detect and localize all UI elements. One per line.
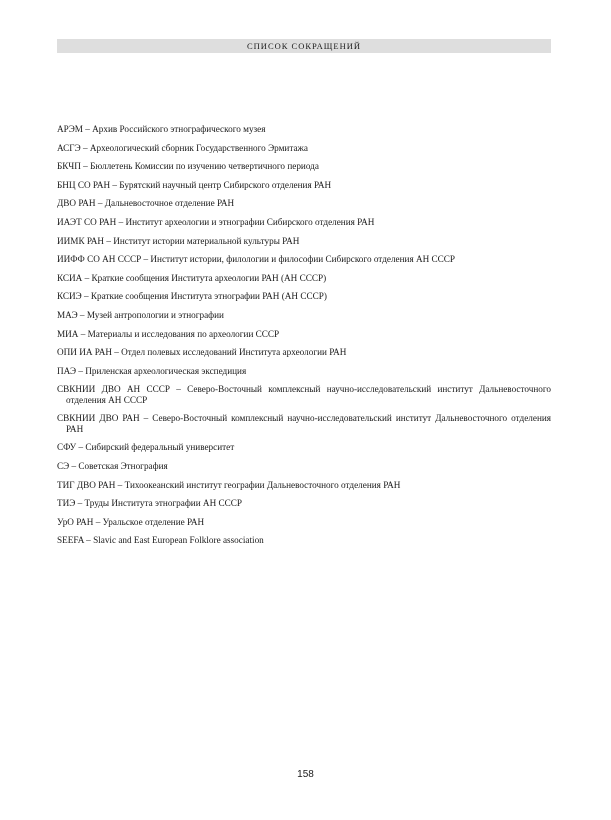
list-item: ИИМК РАН – Институт истории материальной культуры РАН (57, 235, 300, 246)
list-item: СФУ – Сибирский федеральный университет (57, 442, 235, 453)
list-item: ТИЭ – Труды Института этнографии АН СССР (57, 498, 242, 509)
section-header-bar (57, 39, 551, 53)
page-number: 158 (297, 769, 314, 780)
list-item: SEEFA – Slavic and East European Folklore association (57, 535, 264, 546)
list-item: МИА – Материалы и исследования по археологии СССР (57, 328, 280, 339)
list-item: СВКНИИ ДВО АН СССР – Северо-Восточный комплексный научно-исследовательский институт Дальневосточного отделения АН СССР (57, 384, 551, 405)
list-item: АРЭМ – Архив Российского этнографического музея (57, 124, 266, 134)
abbreviation-list (57, 124, 551, 554)
list-item: КСИА – Краткие сообщения Института археологии РАН (АН СССР) (57, 272, 327, 283)
list-item: СВКНИИ ДВО РАН – Северо-Восточный комплексный научно-исследовательский институт Дальневосточного отделения РАН (57, 413, 551, 434)
list-item: УрО РАН – Уральское отделение РАН (57, 516, 205, 527)
list-item: АСГЭ – Археологический сборник Государственного Эрмитажа (57, 142, 308, 153)
list-item: ПАЭ – Приленская археологическая экспедиция (57, 365, 247, 376)
list-item: СЭ – Советская Этнография (57, 460, 168, 471)
list-item: БКЧП – Бюллетень Комиссии по изучению четвертичного периода (57, 161, 319, 172)
page-title: СПИСОК СОКРАЩЕНИЙ (247, 41, 361, 51)
list-item: ТИГ ДВО РАН – Тихоокеанский институт географии Дальневосточного отделения РАН (57, 479, 401, 490)
list-item: КСИЭ – Краткие сообщения Института этнографии РАН (АН СССР) (57, 291, 327, 302)
list-item: БНЦ СО РАН – Бурятский научный центр Сибирского отделения РАН (57, 179, 332, 190)
list-item: ДВО РАН – Дальневосточное отделение РАН (57, 198, 235, 209)
list-item: ИАЭТ СО РАН – Институт археологии и этнографии Сибирского отделения РАН (57, 216, 375, 227)
list-item: ОПИ ИА РАН – Отдел полевых исследований Института археологии РАН (57, 347, 347, 358)
list-item: МАЭ – Музей антропологии и этнографии (57, 309, 224, 320)
list-item: ИИФФ СО АН СССР – Институт истории, филологии и философии Сибирского отделения АН СССР (57, 254, 456, 265)
